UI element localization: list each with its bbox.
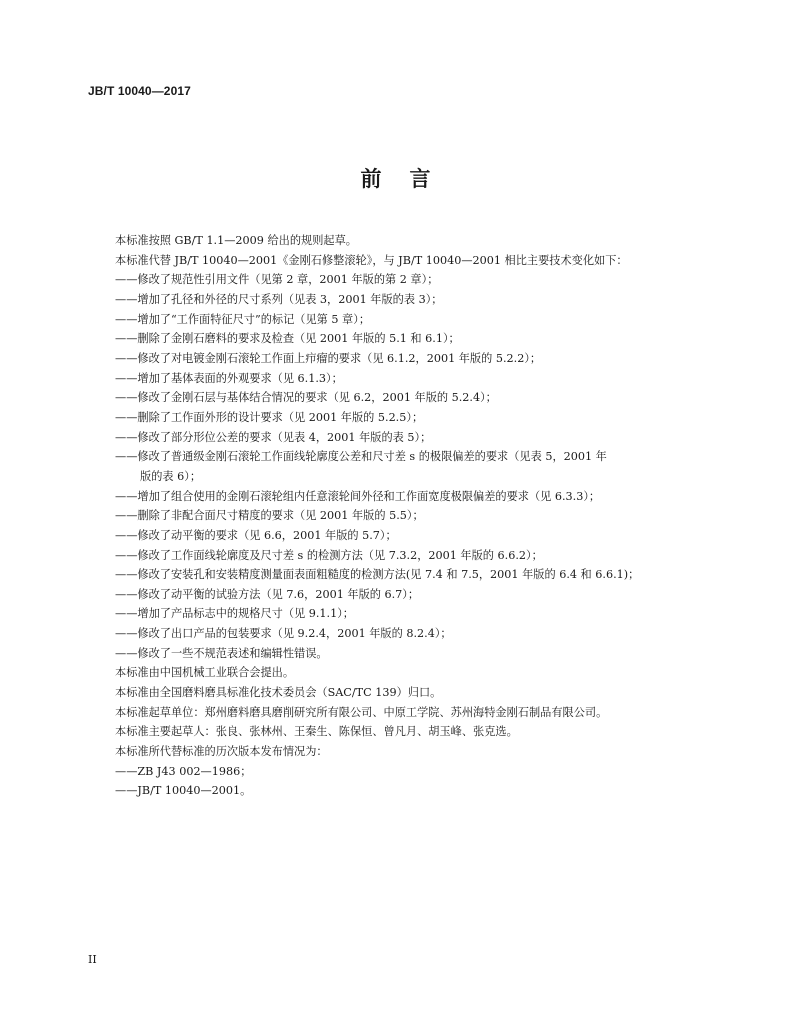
title-char-2: 言 [409, 167, 431, 191]
document-number: JB/T 10040—2017 [88, 84, 191, 98]
text-line: 本标准由全国磨料磨具标准化技术委员会（SAC/TC 139）归口。 [115, 686, 442, 700]
list-item: ——删除了金刚石磨料的要求及检查（见 2001 年版的 5.1 和 6.1）； [115, 332, 460, 346]
list-item: ——JB/T 10040—2001。 [115, 784, 252, 798]
text-line: 本标准按照 GB/T 1.1—2009 给出的规则起草。 [115, 234, 357, 247]
foreword-body [115, 231, 675, 801]
list-item: ——修改了动平衡的要求（见 6.6，2001 年版的 5.7）； [115, 528, 397, 542]
text-line: 本标准代替 JB/T 10040—2001《金刚石修整滚轮》，与 JB/T 10040—2001 相比主要技术变化如下： [115, 253, 628, 267]
text-line: 本标准起草单位：郑州磨料磨具磨削研究所有限公司、中原工学院、苏州海特金刚石制品有限公司。 [115, 705, 608, 719]
title-char-1: 前 [360, 167, 382, 191]
text-line: 本标准由中国机械工业联合会提出。 [115, 666, 295, 680]
text-line: 本标准主要起草人：张良、张林州、王秦生、陈保恒、曾凡月、胡玉峰、张克选。 [115, 725, 518, 739]
list-item: ——增加了孔径和外径的尺寸系列（见表 3，2001 年版的表 3）； [115, 292, 443, 306]
list-item: ——修改了工作面线轮廓度及尺寸差 s 的检测方法（见 7.3.2，2001 年版的 6.6.2）； [115, 548, 543, 562]
list-item: ——修改了普通级金刚石滚轮工作面线轮廓度公差和尺寸差 s 的极限偏差的要求（见表 5，2001 年 [115, 450, 607, 464]
list-item-continuation: 版的表 6）； [140, 469, 202, 483]
list-item: ——增加了产品标志中的规格尺寸（见 9.1.1）； [115, 607, 354, 621]
list-item: ——修改了动平衡的试验方法（见 7.6，2001 年版的 6.7）； [115, 587, 420, 601]
list-item: ——修改了一些不规范表述和编辑性错误。 [115, 646, 328, 660]
page-title [0, 163, 791, 193]
list-item: ——删除了非配合面尺寸精度的要求（见 2001 年版的 5.5）； [115, 509, 424, 523]
list-item: ——增加了“工作面特征尺寸”的标记（见第 5 章）； [115, 312, 371, 326]
list-item: ——修改了出口产品的包装要求（见 9.2.4，2001 年版的 8.2.4）； [115, 627, 452, 641]
list-item: ——修改了部分形位公差的要求（见表 4，2001 年版的表 5）； [115, 430, 432, 444]
list-item: ——修改了金刚石层与基体结合情况的要求（见 6.2，2001 年版的 5.2.4）； [115, 391, 497, 405]
list-item: ——修改了规范性引用文件（见第 2 章，2001 年版的第 2 章）； [115, 273, 439, 287]
list-item: ——删除了工作面外形的设计要求（见 2001 年版的 5.2.5）； [115, 410, 424, 424]
text-line: 本标准所代替标准的历次版本发布情况为： [115, 745, 328, 759]
list-item: ——增加了组合使用的金刚石滚轮组内任意滚轮间外径和工作面宽度极限偏差的要求（见 6.3.3）； [115, 489, 601, 503]
list-item: ——修改了安装孔和安装精度测量面表面粗糙度的检测方法(见 7.4 和 7.5，2001 年版的 6.4 和 6.6.1)； [115, 568, 640, 582]
list-item: ——增加了基体表面的外观要求（见 6.1.3）； [115, 371, 343, 385]
list-item: ——ZB J43 002—1986； [115, 764, 252, 778]
page-number: II [88, 953, 97, 966]
list-item: ——修改了对电镀金刚石滚轮工作面上疖瘤的要求（见 6.1.2，2001 年版的 5.2.2）； [115, 351, 542, 365]
